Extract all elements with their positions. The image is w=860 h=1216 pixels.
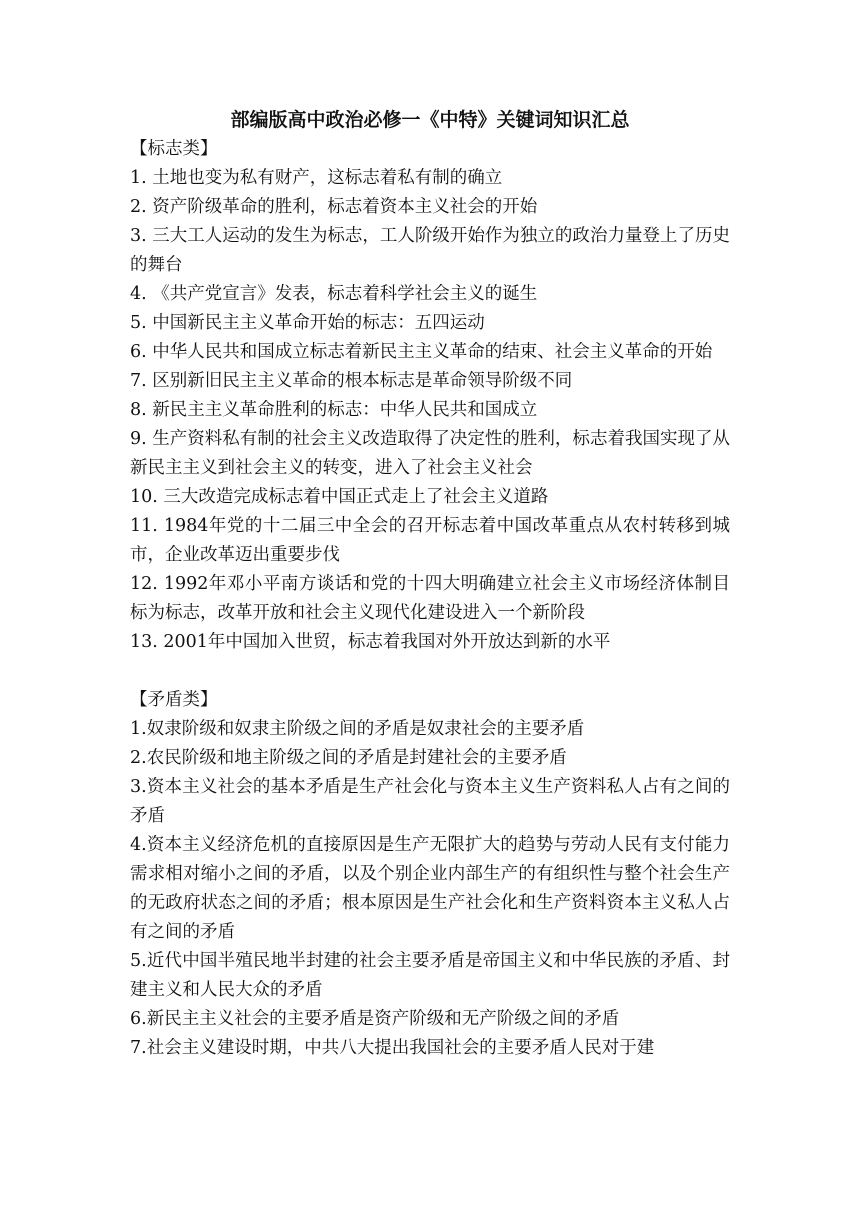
list-item: 13. 2001年中国加入世贸，标志着我国对外开放达到新的水平 xyxy=(130,632,611,652)
document-title: 部编版高中政治必修一《中特》关键词知识汇总 xyxy=(230,109,630,131)
list-item: 1.奴隶阶级和奴隶主阶级之间的矛盾是奴隶社会的主要矛盾 xyxy=(130,719,585,739)
list-item: 4. 《共产党宣言》发表，标志着科学社会主义的诞生 xyxy=(130,284,538,304)
list-item: 5.近代中国半殖民地半封建的社会主要矛盾是帝国主义和中华民族的矛盾、封建主义和人民大众的矛盾 xyxy=(130,951,730,1000)
list-item: 3.资本主义社会的基本矛盾是生产社会化与资本主义生产资料私人占有之间的矛盾 xyxy=(130,777,730,826)
list-item: 11. 1984年党的十二届三中全会的召开标志着中国改革重点从农村转移到城市，企业改革迈出重要步伐 xyxy=(130,516,730,565)
list-item: 5. 中国新民主主义革命开始的标志：五四运动 xyxy=(130,313,485,333)
list-item: 7.社会主义建设时期，中共八大提出我国社会的主要矛盾人民对于建 xyxy=(130,1038,655,1058)
list-item: 3. 三大工人运动的发生为标志，工人阶级开始作为独立的政治力量登上了历史的舞台 xyxy=(130,226,730,275)
paragraph-spacer xyxy=(130,657,730,686)
list-item: 7. 区别新旧民主主义革命的根本标志是革命领导阶级不同 xyxy=(130,371,573,391)
section-heading-markers: 【标志类】 xyxy=(130,139,218,159)
list-item: 6. 中华人民共和国成立标志着新民主主义革命的结束、社会主义革命的开始 xyxy=(130,342,713,362)
list-item: 12. 1992年邓小平南方谈话和党的十四大明确建立社会主义市场经济体制目标为标志，改革开放和社会主义现代化建设进入一个新阶段 xyxy=(130,574,730,623)
list-item: 2. 资产阶级革命的胜利，标志着资本主义社会的开始 xyxy=(130,197,538,217)
document-body xyxy=(130,135,730,1063)
list-item: 9. 生产资料私有制的社会主义改造取得了决定性的胜利，标志着我国实现了从新民主主义到社会主义的转变，进入了社会主义社会 xyxy=(130,429,730,478)
list-item: 6.新民主主义社会的主要矛盾是资产阶级和无产阶级之间的矛盾 xyxy=(130,1009,620,1029)
section-heading-contradictions: 【矛盾类】 xyxy=(130,690,218,710)
list-item: 10. 三大改造完成标志着中国正式走上了社会主义道路 xyxy=(130,487,549,507)
list-item: 4.资本主义经济危机的直接原因是生产无限扩大的趋势与劳动人民有支付能力需求相对缩小之间的矛盾，以及个别企业内部生产的有组织性与整个社会生产的无政府状态之间的矛盾；根本原因是生产社会化和生产资料资本主义私人占有之间的矛盾 xyxy=(130,835,730,942)
list-item: 2.农民阶级和地主阶级之间的矛盾是封建社会的主要矛盾 xyxy=(130,748,567,768)
list-item: 1. 土地也变为私有财产，这标志着私有制的确立 xyxy=(130,168,503,188)
list-item: 8. 新民主主义革命胜利的标志：中华人民共和国成立 xyxy=(130,400,538,420)
